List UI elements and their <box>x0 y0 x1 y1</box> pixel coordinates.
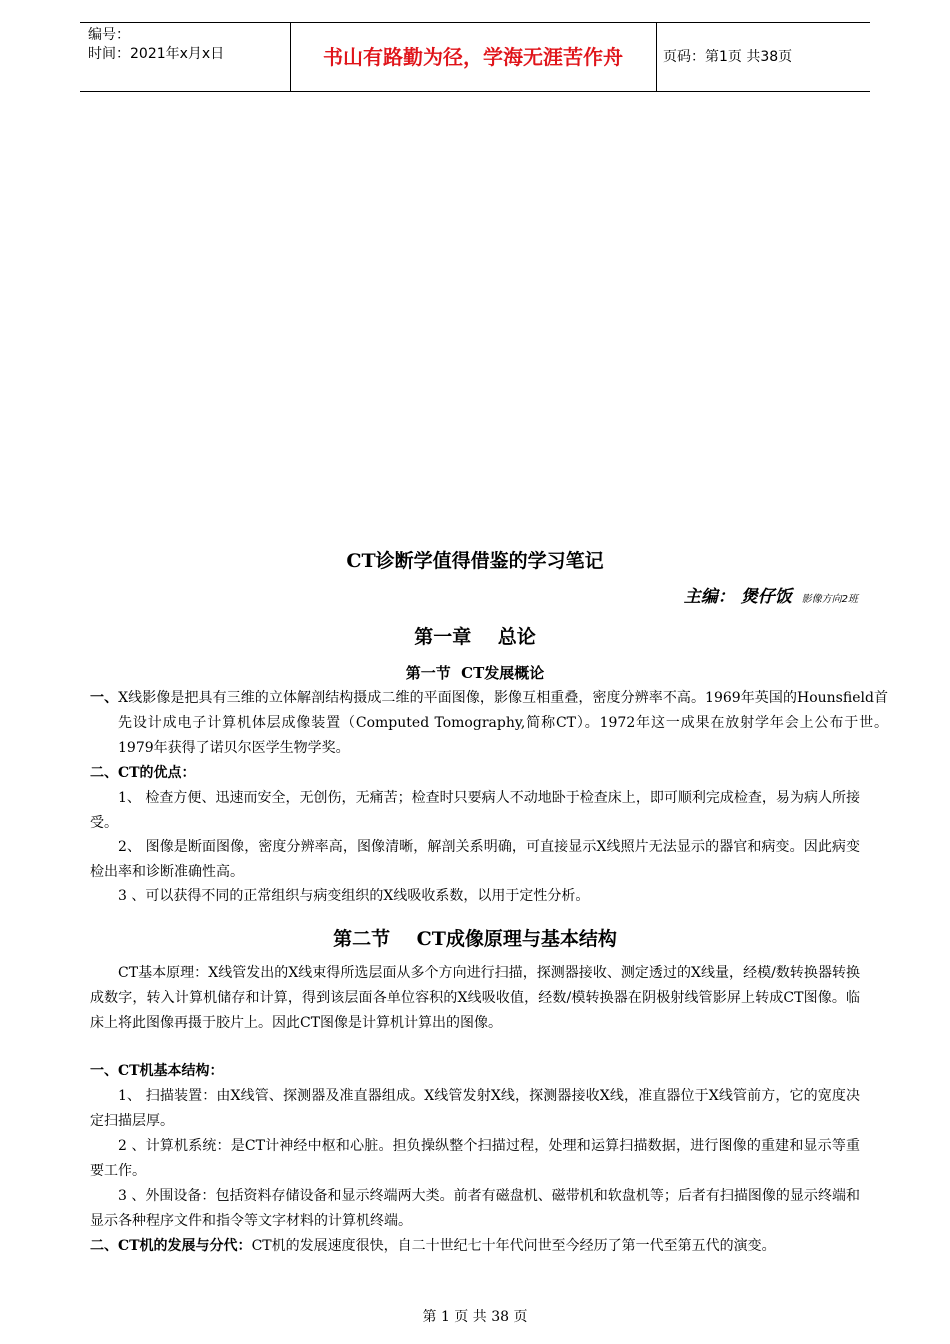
time-label: 时间：2021年x月x日 <box>88 46 225 62</box>
structure-1: 1、 扫描装置：由X线管、探测器及准直器组成。X线管发射X线，探测器接收X线，准直器位于X线管前方，它的宽度决定扫描层厚。 <box>90 1088 860 1129</box>
editor-name: 煲仔饭 <box>740 587 792 607</box>
editor-line <box>684 582 858 607</box>
header-motto: 书山有路勤为径，学海无涯苦作舟 <box>323 45 623 69</box>
header-meta <box>88 26 288 64</box>
page-header <box>80 22 870 92</box>
advantage-3: 3 、可以获得不同的正常组织与病变组织的X线吸收系数，以用于定性分析。 <box>118 888 590 904</box>
advantage-2: 2、 图像是断面图像，密度分辨率高，图像清晰，解剖关系明确，可直接显示X线照片无法显示的器官和病变。因此病变检出率和诊断准确性高。 <box>90 839 860 880</box>
editor-label: 主编： <box>683 587 735 607</box>
section-1-title: 第一节 CT发展概论 <box>405 664 545 682</box>
number-label: 编号： <box>88 27 130 43</box>
development-text: CT机的发展速度很快，自二十世纪七十年代问世至今经历了第一代至第五代的演变。 <box>251 1238 776 1254</box>
paragraph-1-text: X线影像是把具有三维的立体解剖结构摄成二维的平面图像，影像互相重叠，密度分辨率不高。1969年英国的Hounsfield首先设计成电子计算机体层成像装置（Computed Tomography,简称CT）。1972年这一成果在放射学年会上公布于世。1979年获得了诺贝尔医学生物学奖。 <box>118 690 888 756</box>
advantage-1: 1、 检查方便、迅速而安全，无创伤，无痛苦；检查时只要病人不动地卧于检查床上，即可顺利完成检查，易为病人所接受。 <box>90 790 860 831</box>
development-paragraph <box>90 1234 888 1259</box>
principle-paragraph: CT基本原理：X线管发出的X线束得所选层面从多个方向进行扫描，探测器接收、测定透过的X线量，经模/数转换器转换成数字，转入计算机储存和计算，得到该层面各单位容积的X线吸收值，经数/模转换器在阴极射线管影屏上转成CT图像。临床上将此图像再摄于胶片上。因此CT图像是计算机计算出的图像。 <box>90 965 860 1031</box>
structure-2: 2 、计算机系统：是CT计神经中枢和心脏。担负操纵整个扫描过程，处理和运算扫描数据，进行图像的重建和显示等重要工作。 <box>90 1138 860 1179</box>
structure-heading: 一、CT机基本结构： <box>90 1063 224 1079</box>
advantages-heading: 二、CT的优点： <box>90 765 196 781</box>
chapter-title: 第一章 总论 <box>414 626 536 648</box>
paragraph-1 <box>90 686 888 761</box>
editor-class: 影像方向2班 <box>801 594 858 605</box>
development-heading: 二、CT机的发展与分代： <box>90 1238 252 1254</box>
structure-3: 3 、外围设备：包括资料存储设备和显示终端两大类。前者有磁盘机、磁带机和软盘机等；后者有扫描图像的显示终端和显示各种程序文件和指令等文字材料的计算机终端。 <box>90 1188 860 1229</box>
header-page-info: 页码：第1页 共38页 <box>663 49 793 65</box>
document-title: CT诊断学值得借鉴的学习笔记 <box>346 550 604 572</box>
page-footer: 第 1 页 共 38 页 <box>422 1309 528 1325</box>
header-divider <box>656 23 657 91</box>
section-2-title: 第二节 CT成像原理与基本结构 <box>333 928 617 950</box>
paragraph-1-number: 一、 <box>90 690 119 706</box>
